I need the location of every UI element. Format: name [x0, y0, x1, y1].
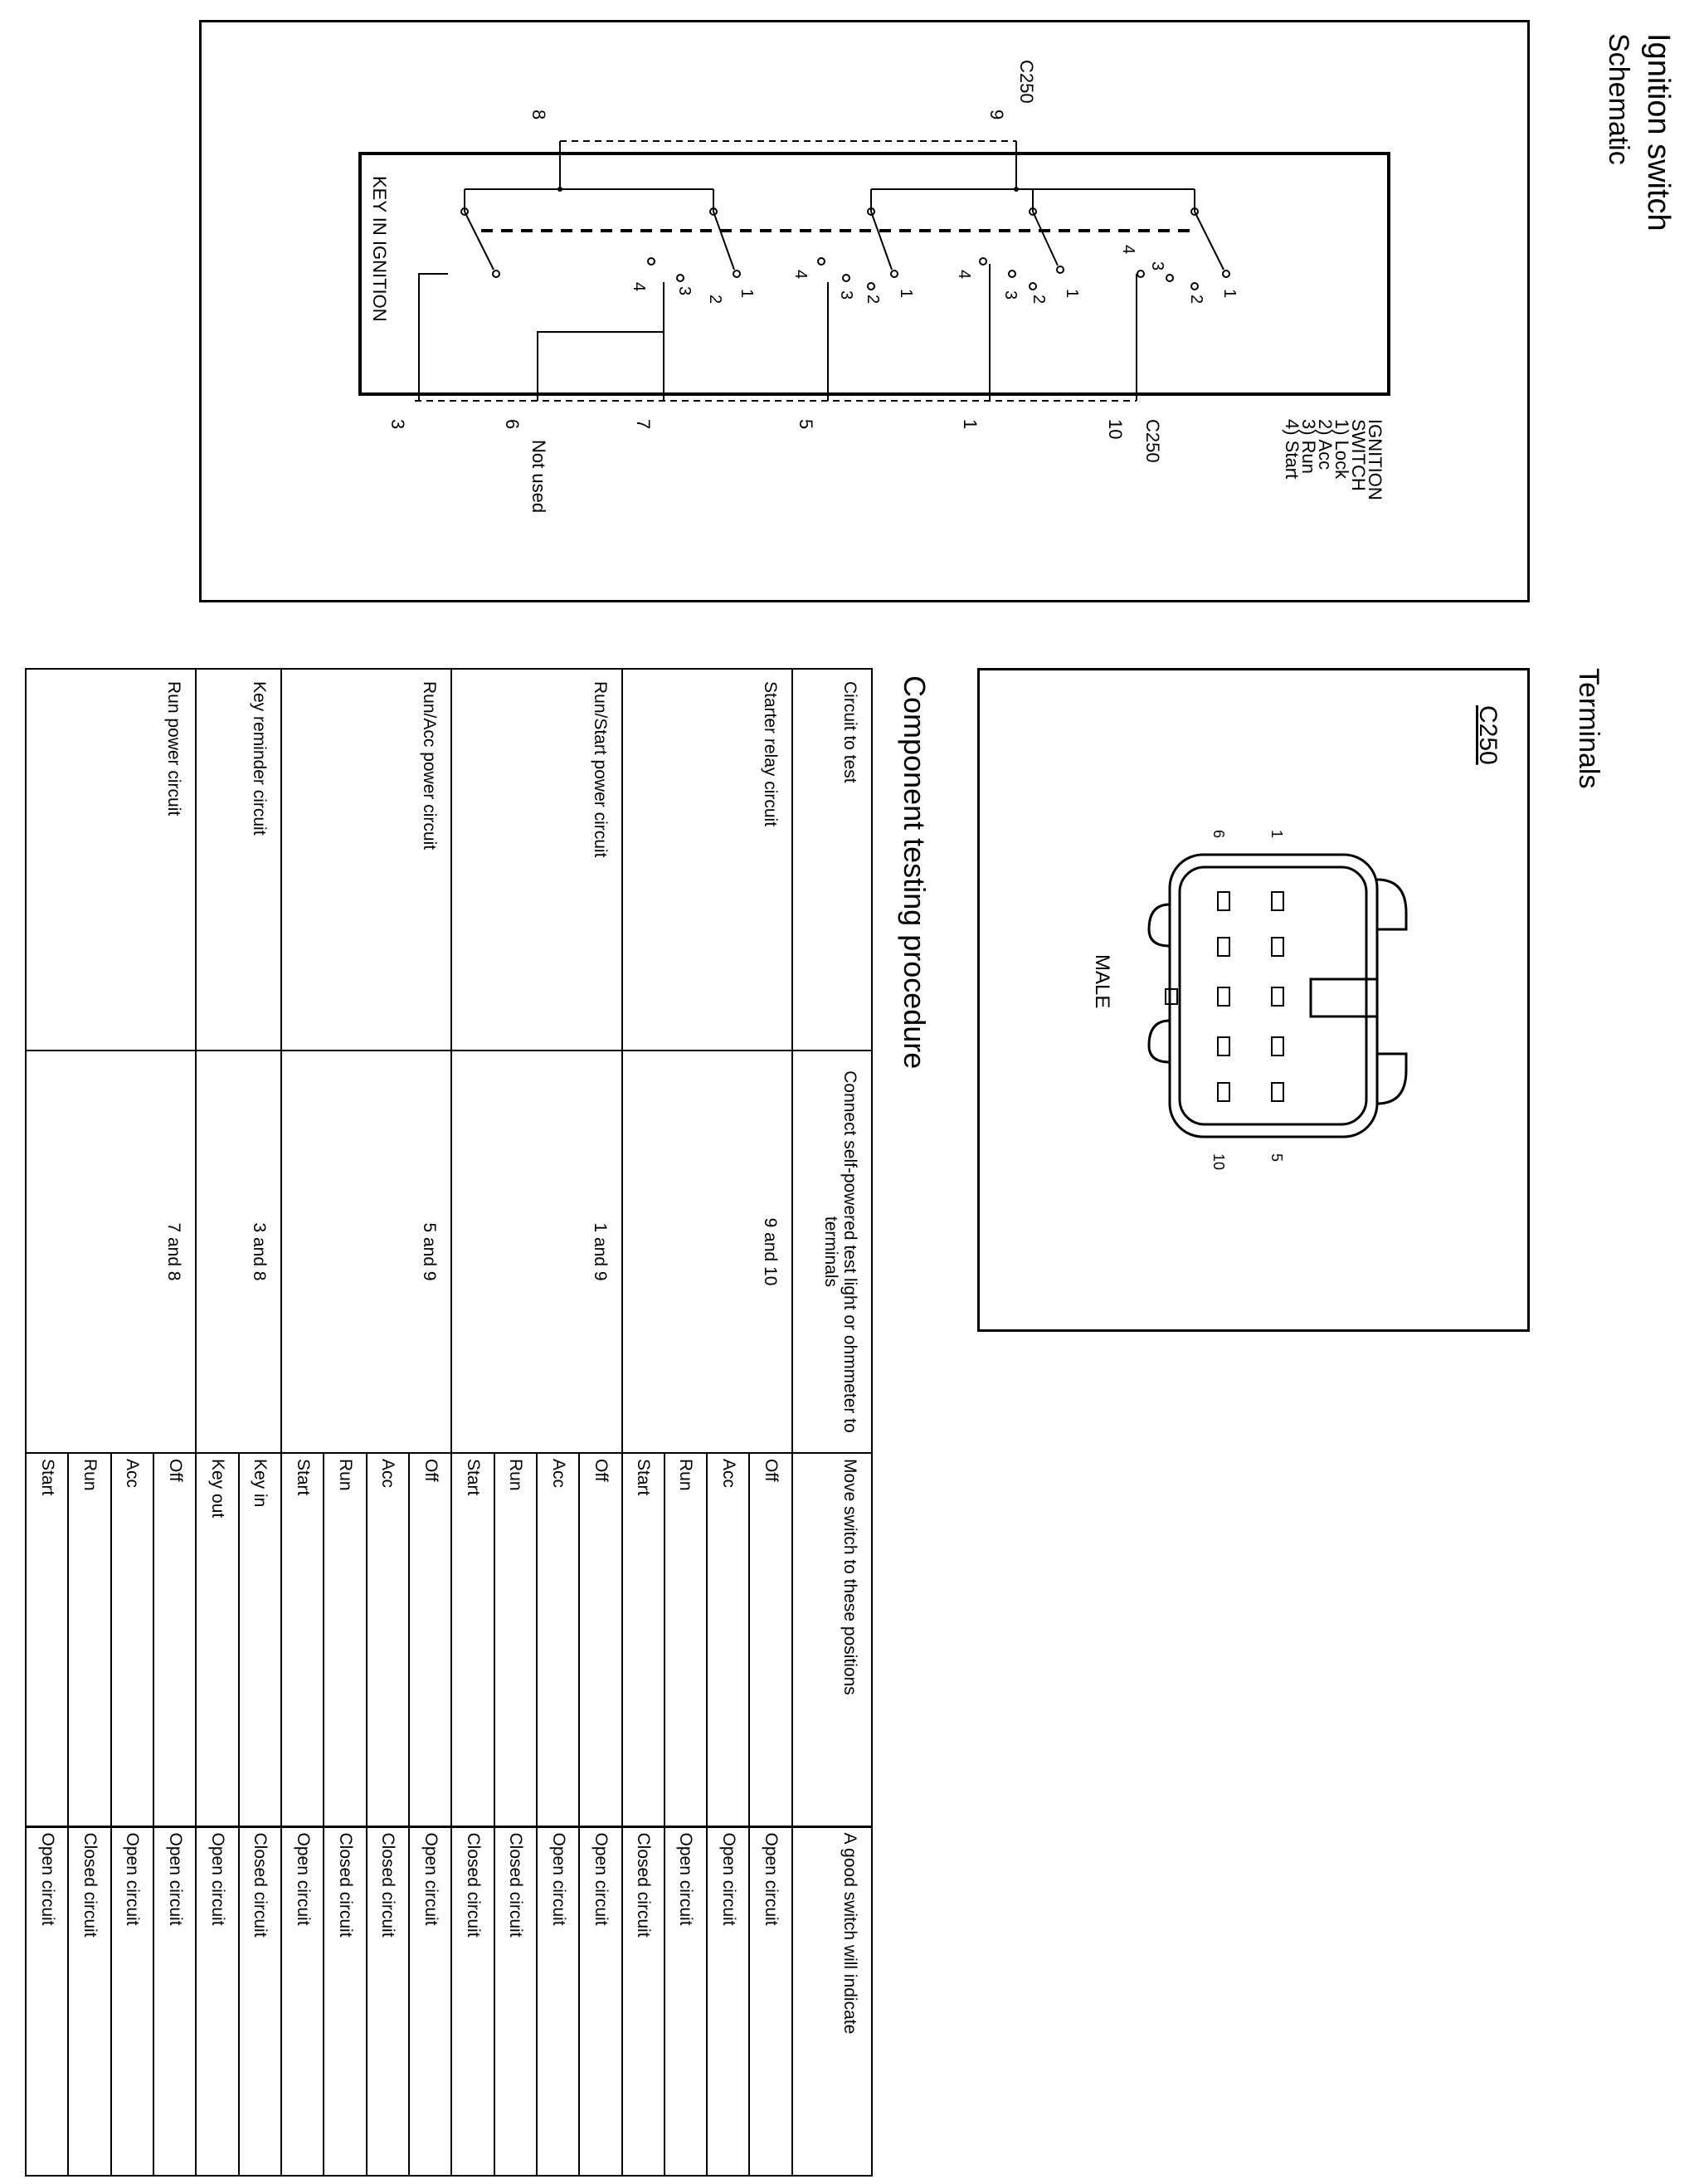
switch-pos-label: 3 — [837, 290, 855, 300]
switch-pos-label: 3 — [1148, 261, 1166, 271]
terminals-gender-label: MALE — [1091, 954, 1113, 1009]
position-cell: Off — [579, 1453, 621, 1826]
result-cell: Closed circuit — [239, 1826, 281, 2176]
switch-pos-label: 3 — [675, 286, 694, 296]
switch-pos-label: 3 — [1001, 290, 1020, 300]
result-cell: Closed circuit — [494, 1826, 537, 2176]
schematic-pin-10: 10 — [1105, 419, 1126, 440]
schematic-connector-top: C250 — [1016, 60, 1037, 104]
terminal-pin-6: 6 — [1210, 830, 1227, 839]
header-indicate: A good switch will indicate — [792, 1826, 872, 2176]
page-title: Ignition switch — [1641, 33, 1676, 232]
circuit-cell: Run/Start power circuit — [451, 669, 621, 1051]
switch-legend-4: 2) Acc — [1315, 419, 1336, 470]
terminals-cell: 7 and 8 — [26, 1051, 196, 1453]
schematic-pin-6: 6 — [502, 419, 523, 430]
not-used-label: Not used — [528, 440, 549, 514]
component-testing-table — [25, 668, 873, 2177]
terminals-heading: Terminals — [1573, 668, 1604, 789]
terminals-cell: 1 and 9 — [451, 1051, 621, 1453]
position-cell: Start — [281, 1453, 324, 1826]
result-cell: Closed circuit — [324, 1826, 366, 2176]
result-cell: Open circuit — [537, 1826, 579, 2176]
terminals-cell: 9 and 10 — [622, 1051, 792, 1453]
result-cell: Open circuit — [196, 1826, 238, 2176]
switch-pos-label: 4 — [955, 270, 973, 280]
table-row — [153, 669, 196, 2176]
schematic-connector-bottom: C250 — [1142, 419, 1163, 463]
result-cell: Open circuit — [281, 1826, 324, 2176]
terminal-pin-1: 1 — [1268, 830, 1285, 839]
switch-pos-label: 2 — [706, 295, 724, 305]
switch-pos-label: 2 — [1187, 295, 1205, 305]
switch-pos-label: 1 — [1063, 289, 1081, 299]
position-cell: Acc — [111, 1453, 153, 1826]
position-cell: Run — [68, 1453, 110, 1826]
circuit-cell: Run power circuit — [26, 669, 196, 1051]
position-cell: Acc — [367, 1453, 409, 1826]
position-cell: Key in — [239, 1453, 281, 1826]
switch-pos-label: 1 — [1220, 289, 1239, 299]
position-cell: Run — [324, 1453, 366, 1826]
key-in-ignition-label: KEY IN IGNITION — [369, 176, 390, 322]
schematic-heading: Schematic — [1603, 33, 1634, 165]
header-move: Move switch to these positions — [792, 1453, 872, 1826]
result-cell: Open circuit — [665, 1826, 707, 2176]
procedure-heading: Component testing procedure — [898, 675, 932, 1070]
result-cell: Open circuit — [153, 1826, 196, 2176]
circuit-cell: Key reminder circuit — [196, 669, 281, 1051]
position-cell: Key out — [196, 1453, 238, 1826]
table-row — [579, 669, 621, 2176]
terminals-cell: 5 and 9 — [281, 1051, 451, 1453]
position-cell: Run — [494, 1453, 537, 1826]
result-cell: Open circuit — [749, 1826, 791, 2176]
header-connect: Connect self-powered test light or ohmmeter to terminals — [792, 1051, 872, 1453]
position-cell: Off — [749, 1453, 791, 1826]
schematic-pin-9: 9 — [986, 110, 1007, 120]
schematic-pin-7: 7 — [633, 419, 654, 430]
position-cell: Off — [153, 1453, 196, 1826]
result-cell: Closed circuit — [367, 1826, 409, 2176]
result-cell: Open circuit — [579, 1826, 621, 2176]
switch-legend-6: 4) Start — [1282, 419, 1302, 480]
table-row — [239, 669, 281, 2176]
table-header-row — [792, 669, 872, 2176]
switch-pos-label: 1 — [738, 289, 756, 299]
position-cell: Acc — [537, 1453, 579, 1826]
position-cell: Start — [622, 1453, 665, 1826]
schematic-pin-1: 1 — [960, 419, 981, 430]
position-cell: Start — [26, 1453, 68, 1826]
switch-pos-label: 2 — [1030, 295, 1048, 305]
terminals-connector-label: C250 — [1474, 705, 1502, 765]
schematic-pin-8: 8 — [528, 110, 549, 120]
switch-legend-2: SWITCH — [1348, 419, 1369, 491]
switch-pos-label: 4 — [630, 282, 648, 292]
circuit-cell: Run/Acc power circuit — [281, 669, 451, 1051]
result-cell: Closed circuit — [68, 1826, 110, 2176]
switch-legend-5: 3) Run — [1298, 419, 1319, 475]
terminal-pin-5: 5 — [1268, 1153, 1285, 1163]
result-cell: Closed circuit — [622, 1826, 665, 2176]
terminals-cell: 3 and 8 — [196, 1051, 281, 1453]
schematic-pin-5: 5 — [796, 419, 816, 430]
result-cell: Closed circuit — [451, 1826, 494, 2176]
table-row — [409, 669, 451, 2176]
table-row — [749, 669, 791, 2176]
switch-pos-label: 4 — [791, 270, 810, 280]
result-cell: Open circuit — [111, 1826, 153, 2176]
header-circuit: Circuit to test — [792, 669, 872, 1051]
switch-legend-1: IGNITION — [1365, 419, 1385, 500]
terminal-pin-10: 10 — [1210, 1153, 1227, 1171]
position-cell: Off — [409, 1453, 451, 1826]
position-cell: Acc — [707, 1453, 749, 1826]
position-cell: Start — [451, 1453, 494, 1826]
circuit-cell: Starter relay circuit — [622, 669, 792, 1051]
switch-pos-label: 2 — [864, 295, 882, 305]
switch-pos-label: 1 — [897, 289, 915, 299]
position-cell: Run — [665, 1453, 707, 1826]
switch-pos-label: 4 — [1119, 245, 1137, 255]
result-cell: Open circuit — [707, 1826, 749, 2176]
result-cell: Open circuit — [409, 1826, 451, 2176]
schematic-pin-3: 3 — [387, 419, 408, 430]
switch-legend-3: 1) Lock — [1331, 419, 1352, 480]
result-cell: Open circuit — [26, 1826, 68, 2176]
